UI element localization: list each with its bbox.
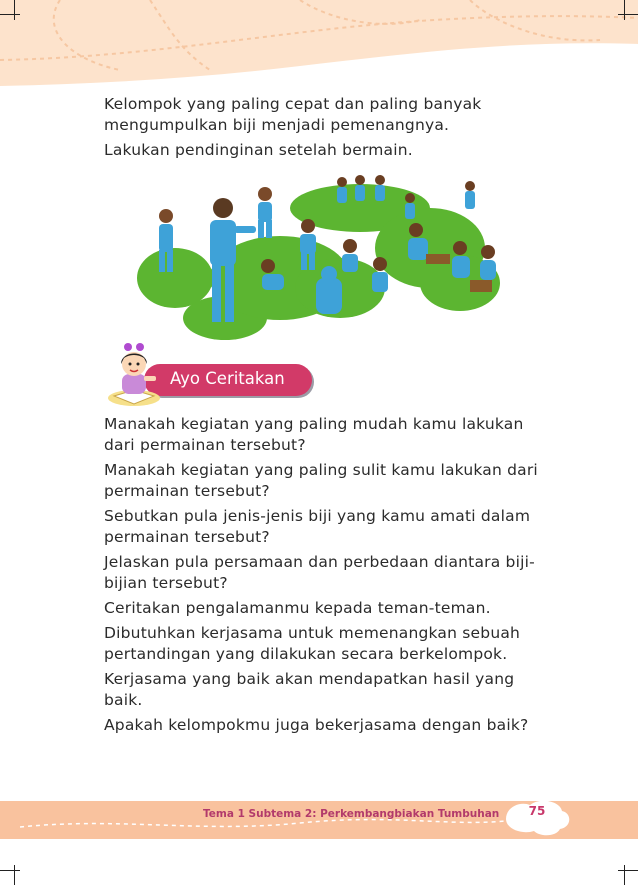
intro-paragraph: Lakukan pendinginan setelah bermain. — [104, 141, 413, 159]
reading-girl-icon — [104, 342, 174, 408]
crop-mark — [14, 865, 15, 885]
question-item: Jelaskan pula persamaan dan perbedaan diantara biji-bijian tersebut? — [104, 553, 535, 592]
crop-mark — [0, 870, 20, 871]
question-item: Apakah kelompokmu juga bekerjasama dengan baik? — [104, 716, 529, 734]
question-item: Ceritakan pengalamanmu kepada teman-teman. — [104, 599, 491, 617]
crop-mark — [14, 0, 15, 20]
intro-paragraph: Kelompok yang paling cepat dan paling banyak mengumpulkan biji menjadi pemenangnya. — [104, 95, 482, 134]
crop-mark — [0, 14, 20, 15]
question-list — [104, 414, 554, 736]
banner-label: Ayo Ceritakan — [170, 369, 285, 388]
page-number: 75 — [528, 804, 546, 818]
children-playing-illustration — [130, 168, 510, 340]
question-item: Manakah kegiatan yang paling mudah kamu lakukan dari permainan tersebut? — [104, 415, 524, 454]
ayo-ceritakan-banner — [104, 342, 318, 408]
question-item: Dibutuhkan kerjasama untuk memenangkan sebuah pertandingan yang dilakukan secara berkelompok. — [104, 624, 521, 663]
top-decorative-band — [0, 0, 638, 90]
crop-mark — [618, 870, 638, 871]
question-item: Kerjasama yang baik akan mendapatkan hasil yang baik. — [104, 670, 515, 709]
crop-mark — [624, 865, 625, 885]
question-item: Manakah kegiatan yang paling sulit kamu lakukan dari permainan tersebut? — [104, 461, 538, 500]
crop-mark — [618, 14, 638, 15]
crop-mark — [624, 0, 625, 20]
intro-text — [104, 94, 554, 161]
question-item: Sebutkan pula jenis-jenis biji yang kamu amati dalam permainan tersebut? — [104, 507, 531, 546]
footer-theme: Tema 1 Subtema 2: Perkembangbiakan Tumbuhan — [203, 808, 500, 820]
